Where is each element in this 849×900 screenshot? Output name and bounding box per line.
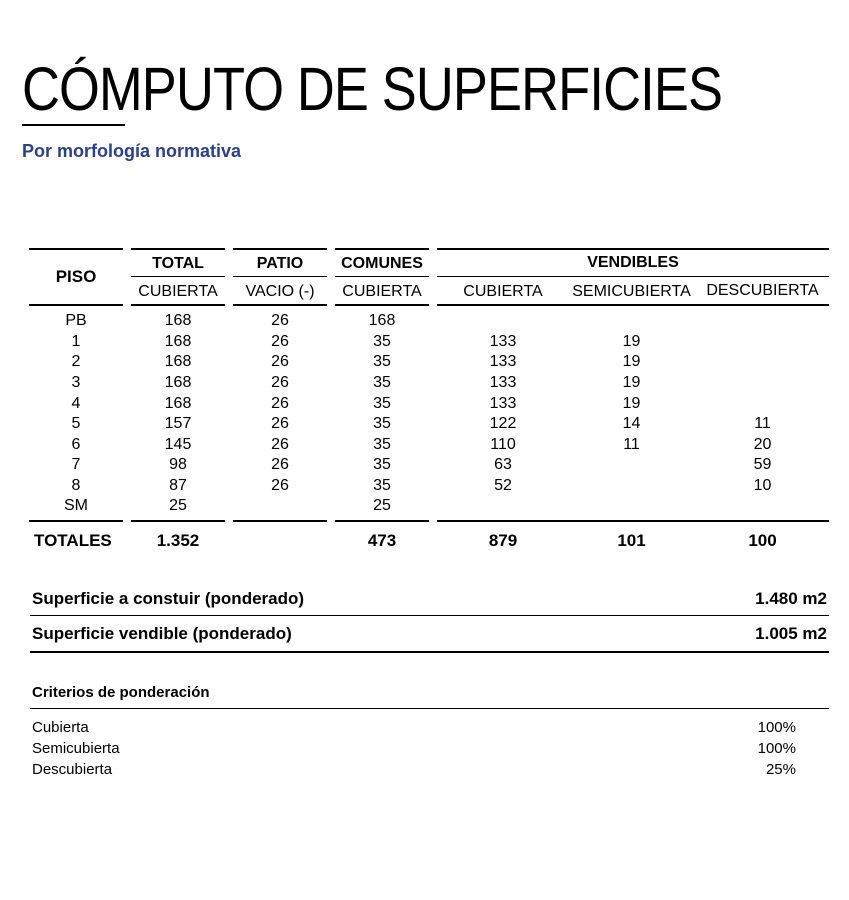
header-mid-rule xyxy=(131,276,225,277)
cell-total: 168 xyxy=(164,395,192,412)
totals-comunes: 473 xyxy=(367,531,397,550)
summary-row xyxy=(32,588,827,610)
criteria-item xyxy=(32,739,796,759)
header-top-rule xyxy=(335,248,429,250)
body-bottom-rule xyxy=(29,520,123,522)
cell-piso: PB xyxy=(65,312,87,329)
header-top-rule xyxy=(131,248,225,250)
cell-semicubierta: 11 xyxy=(623,436,640,453)
cell-comunes: 35 xyxy=(373,456,391,473)
cell-semicubierta: 19 xyxy=(622,333,641,350)
cell-cubierta: 110 xyxy=(490,436,516,453)
cell-comunes: 35 xyxy=(373,374,391,391)
header-bottom-rule xyxy=(233,304,327,306)
cell-total: 168 xyxy=(164,333,192,350)
cell-descubierta: 20 xyxy=(753,436,772,453)
cell-semicubierta: 19 xyxy=(622,374,641,391)
cell-total: 98 xyxy=(169,456,187,473)
header-vendibles-cubierta: CUBIERTA xyxy=(463,283,543,300)
cell-descubierta: 11 xyxy=(754,415,771,432)
cell-patio: 26 xyxy=(271,456,289,473)
header-patio: PATIO xyxy=(256,255,304,272)
summary-row xyxy=(32,623,827,645)
cell-cubierta: 52 xyxy=(494,477,512,494)
cell-comunes: 25 xyxy=(373,497,391,514)
criteria-label: Semicubierta xyxy=(32,740,120,757)
header-mid-rule xyxy=(233,276,327,277)
totals-semicubierta: 101 xyxy=(617,531,646,550)
header-vendibles-descubierta: DESCUBIERTA xyxy=(706,282,819,299)
body-bottom-rule xyxy=(335,520,429,522)
cell-comunes: 168 xyxy=(368,312,396,329)
header-top-rule xyxy=(29,248,123,250)
header-mid-rule xyxy=(335,276,429,277)
cell-cubierta: 63 xyxy=(494,456,512,473)
cell-total: 168 xyxy=(164,353,192,370)
cell-comunes: 35 xyxy=(373,436,391,453)
cell-patio: 26 xyxy=(271,333,289,350)
header-total-sub: CUBIERTA xyxy=(138,283,218,300)
header-piso: PISO xyxy=(55,267,97,286)
page-title: CÓMPUTO DE SUPERFICIES xyxy=(22,55,723,123)
cell-piso: SM xyxy=(64,497,88,514)
cell-cubierta: 133 xyxy=(489,374,517,391)
criteria-item xyxy=(32,718,796,738)
header-patio-sub: VACIO (-) xyxy=(245,283,315,300)
cell-patio: 26 xyxy=(271,312,289,329)
summary-value: 1.480 m2 xyxy=(755,589,827,608)
cell-piso: 3 xyxy=(71,374,81,391)
totals-cubierta: 879 xyxy=(488,531,518,550)
header-vendibles: VENDIBLES xyxy=(587,254,679,271)
cell-cubierta: 133 xyxy=(489,395,517,412)
cell-patio: 26 xyxy=(271,374,289,391)
header-bottom-rule xyxy=(131,304,225,306)
criteria-title: Criterios de ponderación xyxy=(32,684,210,701)
cell-piso: 4 xyxy=(71,395,81,412)
criteria-item xyxy=(32,760,796,780)
totals-descubierta: 100 xyxy=(748,531,777,550)
header-top-rule xyxy=(437,248,829,250)
cell-total: 87 xyxy=(169,477,187,494)
header-top-rule xyxy=(233,248,327,250)
body-bottom-rule xyxy=(437,520,829,522)
header-bottom-rule xyxy=(29,304,123,306)
cell-cubierta: 133 xyxy=(489,353,517,370)
totals-label: TOTALES xyxy=(34,531,112,550)
cell-patio: 26 xyxy=(271,415,289,432)
cell-patio: 26 xyxy=(271,477,289,494)
criteria-label: Cubierta xyxy=(32,719,89,736)
cell-semicubierta: 19 xyxy=(622,353,641,370)
header-comunes-sub: CUBIERTA xyxy=(342,283,422,300)
criteria-divider xyxy=(30,708,829,709)
summary-bottom-rule xyxy=(30,651,829,653)
cell-total: 168 xyxy=(164,374,192,391)
cell-comunes: 35 xyxy=(373,353,391,370)
cell-total: 25 xyxy=(169,497,187,514)
header-comunes: COMUNES xyxy=(341,255,423,272)
summary-divider xyxy=(30,615,829,616)
totals-total: 1.352 xyxy=(156,531,200,550)
summary-label: Superficie vendible (ponderado) xyxy=(32,624,292,643)
header-bottom-rule xyxy=(335,304,429,306)
cell-total: 157 xyxy=(164,415,192,432)
cell-total: 168 xyxy=(164,312,192,329)
cell-cubierta: 133 xyxy=(489,333,517,350)
cell-piso: 1 xyxy=(71,333,81,350)
summary-value: 1.005 m2 xyxy=(755,624,827,643)
cell-descubierta: 10 xyxy=(753,477,772,494)
cell-total: 145 xyxy=(164,436,192,453)
cell-piso: 6 xyxy=(71,436,81,453)
criteria-label: Descubierta xyxy=(32,761,113,778)
criteria-value: 25% xyxy=(765,761,796,778)
page-subtitle: Por morfología normativa xyxy=(22,141,242,161)
header-mid-rule xyxy=(437,276,829,277)
cell-comunes: 35 xyxy=(373,333,391,350)
cell-piso: 7 xyxy=(71,456,81,473)
cell-patio: 26 xyxy=(271,436,289,453)
criteria-value: 100% xyxy=(757,719,796,736)
cell-semicubierta: 19 xyxy=(622,395,641,412)
criteria-value: 100% xyxy=(757,740,796,757)
body-bottom-rule xyxy=(233,520,327,522)
cell-piso: 8 xyxy=(71,477,81,494)
header-bottom-rule xyxy=(437,304,829,306)
header-vendibles-semicubierta: SEMICUBIERTA xyxy=(572,283,691,300)
cell-comunes: 35 xyxy=(373,395,391,412)
header-total: TOTAL xyxy=(152,255,204,272)
cell-piso: 5 xyxy=(71,415,81,432)
cell-descubierta: 59 xyxy=(753,456,772,473)
cell-patio: 26 xyxy=(271,395,289,412)
cell-piso: 2 xyxy=(71,353,81,370)
cell-comunes: 35 xyxy=(373,477,391,494)
summary-label: Superficie a constuir (ponderado) xyxy=(32,589,305,608)
cell-cubierta: 122 xyxy=(489,415,517,432)
cell-patio: 26 xyxy=(271,353,289,370)
cell-semicubierta: 14 xyxy=(622,415,641,432)
body-bottom-rule xyxy=(131,520,225,522)
cell-comunes: 35 xyxy=(373,415,391,432)
